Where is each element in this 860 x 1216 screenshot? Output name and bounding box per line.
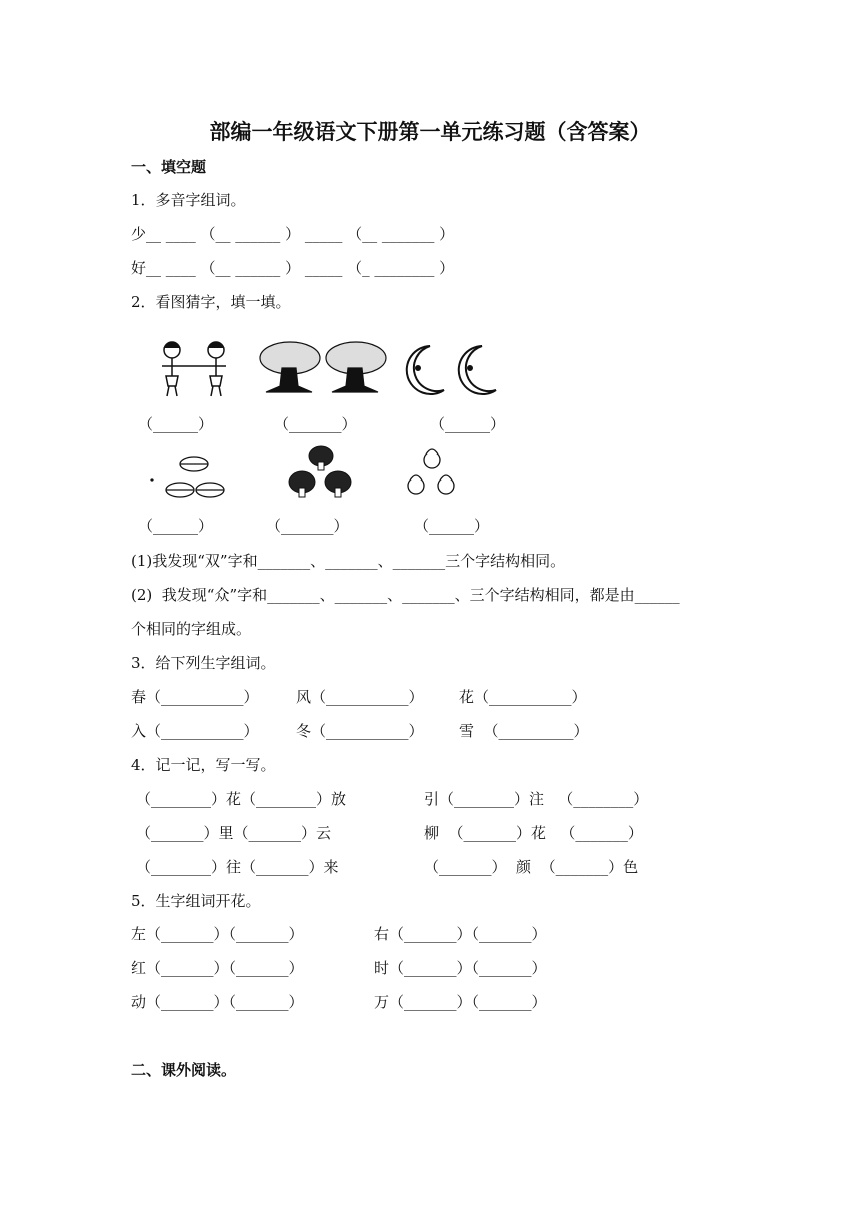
q3-word-chun[interactable]: 春（___________）	[131, 688, 259, 706]
q3-word-feng[interactable]: 风（___________）	[296, 688, 424, 706]
three-fires-icon	[404, 446, 464, 502]
two-trees-icon	[256, 340, 392, 396]
section-heading-2: 二、课外阅读。	[131, 1061, 237, 1079]
three-mouths-icon	[148, 452, 228, 504]
q3-word-hua[interactable]: 花（___________）	[459, 688, 587, 706]
picture-blank-2[interactable]: （_______）	[274, 415, 357, 433]
question-1-row-hao: 好__ ____ （__ ______ ） _____ （_ ________ ）	[131, 259, 455, 277]
q5-row-shi[interactable]: 时（_______）（_______）	[374, 959, 547, 977]
picture-blank-3[interactable]: （______）	[430, 415, 506, 433]
q4-row-2-left[interactable]: （_______）里（_______）云	[136, 824, 332, 842]
q4-row-2-right[interactable]: 柳 （_______）花 （_______）	[424, 824, 643, 842]
q5-row-wan[interactable]: 万（_______）（_______）	[374, 993, 547, 1011]
picture-blank-5[interactable]: （_______）	[266, 517, 349, 535]
page-title: 部编一年级语文下册第一单元练习题（含答案）	[209, 120, 651, 144]
question-2-prompt: 2．看图猜字，填一填。	[131, 293, 291, 311]
q4-row-3-left[interactable]: （________）往（_______）来	[136, 858, 339, 876]
two-girls-icon	[152, 338, 240, 398]
q4-row-1-left[interactable]: （________）花（________）放	[136, 790, 347, 808]
q5-row-you[interactable]: 右（_______）（_______）	[374, 925, 547, 943]
question-1-row-shao: 少__ ____ （__ ______ ） _____ （__ _______ ）	[131, 225, 455, 243]
section-heading-1: 一、填空题	[131, 158, 207, 176]
two-moons-icon	[400, 344, 510, 396]
picture-blank-4[interactable]: （______）	[138, 517, 214, 535]
question-5-prompt: 5．生字组词开花。	[131, 892, 261, 910]
q5-row-hong[interactable]: 红（_______）（_______）	[131, 959, 304, 977]
three-trees-icon	[286, 444, 356, 500]
question-1-prompt: 1．多音字组词。	[131, 191, 246, 209]
picture-blank-1[interactable]: （______）	[138, 415, 214, 433]
q5-row-zuo[interactable]: 左（_______）（_______）	[131, 925, 304, 943]
question-2-line-2: (2) 我发现“众”字和_______、_______、_______、三个字结构相同，都是由______	[131, 586, 680, 604]
question-2-line-1: (1)我发现“双”字和_______、_______、_______三个字结构相同。	[131, 552, 566, 570]
question-2-line-3: 个相同的字组成。	[131, 620, 252, 638]
q5-row-dong[interactable]: 动（_______）（_______）	[131, 993, 304, 1011]
q3-word-ru[interactable]: 入（___________）	[131, 722, 259, 740]
q4-row-1-right[interactable]: 引（________）注 （________）	[424, 790, 649, 808]
q4-row-3-right[interactable]: （_______） 颜 （_______）色	[424, 858, 639, 876]
question-3-prompt: 3．给下列生字组词。	[131, 654, 276, 672]
q3-word-xue[interactable]: 雪 （__________）	[459, 722, 589, 740]
question-4-prompt: 4．记一记，写一写。	[131, 756, 276, 774]
q3-word-dong[interactable]: 冬（___________）	[296, 722, 424, 740]
picture-blank-6[interactable]: （______）	[414, 517, 490, 535]
